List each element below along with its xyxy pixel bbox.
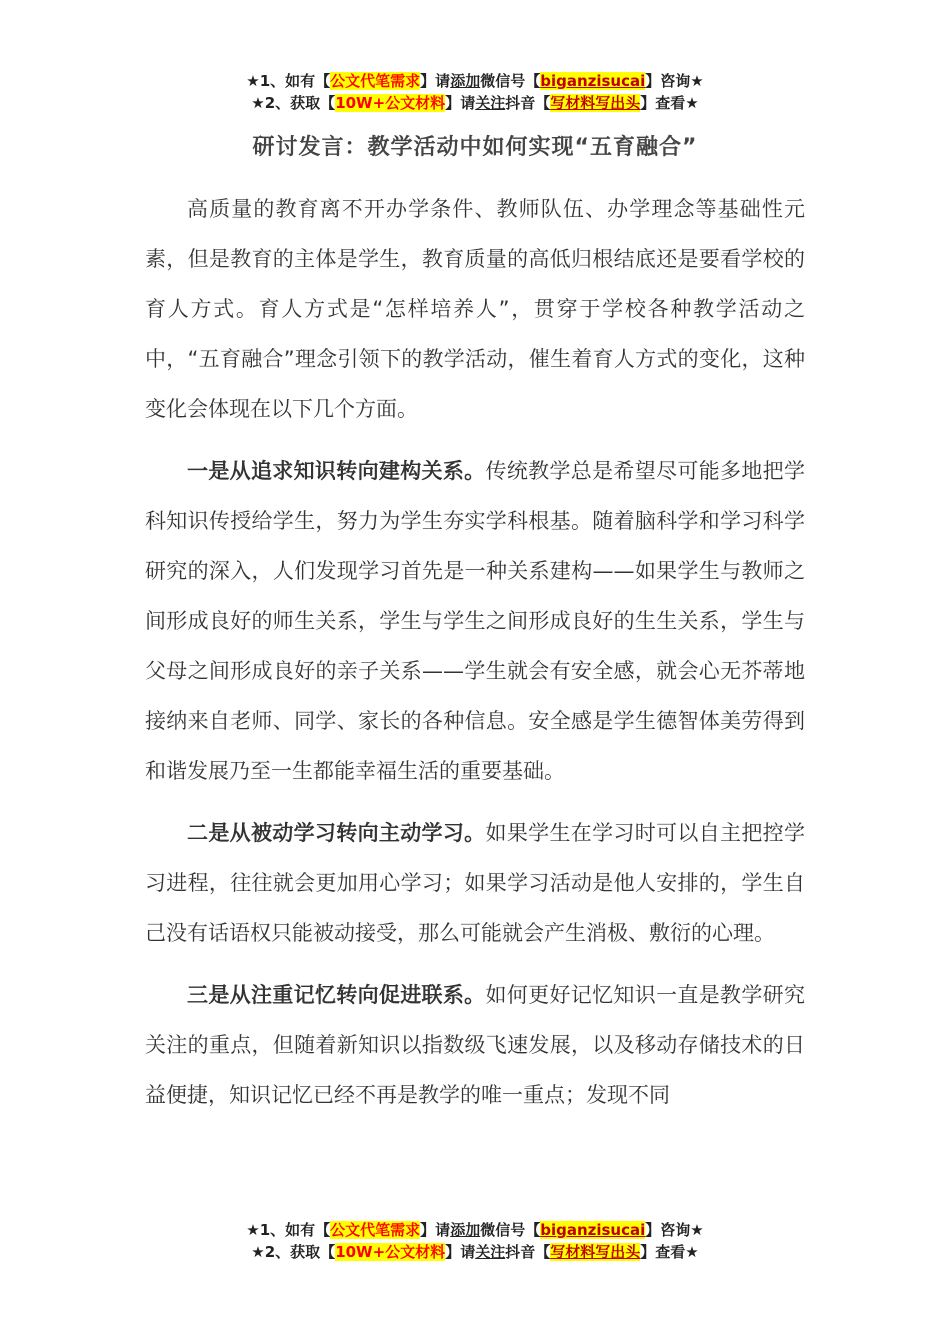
banner-text: 】咨询★ — [645, 1221, 704, 1239]
highlight-service: 公文代笔需求 — [330, 1221, 421, 1239]
banner-line-1 — [0, 1219, 950, 1241]
banner-line-2 — [0, 92, 950, 114]
wechat-id-link[interactable]: biganzisucai — [540, 72, 646, 90]
banner-text: 抖音【 — [505, 1243, 551, 1261]
banner-text: 微信号【 — [480, 72, 541, 90]
point-text-1: 传统教学总是希望尽可能多地把学科知识传授给学生，努力为学生夯实学科根基。随着脑科学和学习科学研究的深入，人们发现学习首先是一种关系建构——如果学生与教师之间形成良好的师生关系，学生与学生之间形成良好的生生关系，学生与父母之间形成良好的亲子关系——学生就会有安全感，就会心无芥蒂地接纳来自老师、同学、家长的各种信息。安全感是学生德智体美劳得到和谐发展乃至一生都能幸福生活的重要基础。 — [145, 459, 805, 783]
banner-text: 】请 — [445, 1243, 476, 1261]
wechat-id-link[interactable]: biganzisucai — [540, 1221, 646, 1239]
banner-text: 】请 — [420, 72, 451, 90]
paragraph-intro: 高质量的教育离不开办学条件、教师队伍、办学理念等基础性元素，但是教育的主体是学生，教育质量的高低归根结底还是要看学校的育人方式。育人方式是“怎样培养人”，贯穿于学校各种教学活动之中，“五育融合”理念引领下的教学活动，催生着育人方式的变化，这种变化会体现在以下几个方面。 — [145, 197, 805, 421]
highlight-service: 公文代笔需求 — [330, 72, 421, 90]
point-heading-3: 三是从注重记忆转向促进联系。 — [187, 983, 486, 1007]
banner-text-underlined: 关注 — [475, 94, 506, 112]
banner-text-underlined: 添加 — [450, 72, 481, 90]
banner-text: ★2、获取【 — [251, 94, 336, 112]
highlight-materials: 10W+公文材料 — [335, 94, 446, 112]
top-banner — [0, 70, 950, 114]
banner-text: ★2、获取【 — [251, 1243, 336, 1261]
banner-text: ★1、如有【 — [246, 72, 331, 90]
paragraph-point-3 — [145, 970, 805, 1120]
banner-text: 】查看★ — [640, 1243, 699, 1261]
banner-text-underlined: 添加 — [450, 1221, 481, 1239]
bottom-banner — [0, 1219, 950, 1263]
highlight-materials: 10W+公文材料 — [335, 1243, 446, 1261]
document-body — [145, 184, 805, 1132]
point-heading-2: 二是从被动学习转向主动学习。 — [187, 821, 486, 845]
banner-line-2 — [0, 1241, 950, 1263]
paragraph-point-1 — [145, 446, 805, 796]
point-text-3: 如何更好记忆知识一直是教学研究关注的重点，但随着新知识以指数级飞速发展，以及移动存储技术的日益便捷，知识记忆已经不再是教学的唯一重点；发现不同 — [145, 983, 805, 1107]
douyin-account-link[interactable]: 写材料写出头 — [550, 94, 641, 112]
point-heading-1: 一是从追求知识转向建构关系。 — [187, 459, 486, 483]
banner-text: 】请 — [420, 1221, 451, 1239]
paragraph-point-2 — [145, 808, 805, 958]
banner-text: 】查看★ — [640, 94, 699, 112]
banner-text: ★1、如有【 — [246, 1221, 331, 1239]
banner-text: 】请 — [445, 94, 476, 112]
banner-text: 】咨询★ — [645, 72, 704, 90]
banner-text-underlined: 关注 — [475, 1243, 506, 1261]
banner-text: 抖音【 — [505, 94, 551, 112]
document-title: 研讨发言：教学活动中如何实现“五育融合” — [252, 135, 698, 160]
point-text-2: 如果学生在学习时可以自主把控学习进程，往往就会更加用心学习；如果学习活动是他人安排的，学生自己没有话语权只能被动接受，那么可能就会产生消极、敷衍的心理。 — [145, 821, 805, 945]
banner-text: 微信号【 — [480, 1221, 541, 1239]
douyin-account-link[interactable]: 写材料写出头 — [550, 1243, 641, 1261]
banner-line-1 — [0, 70, 950, 92]
